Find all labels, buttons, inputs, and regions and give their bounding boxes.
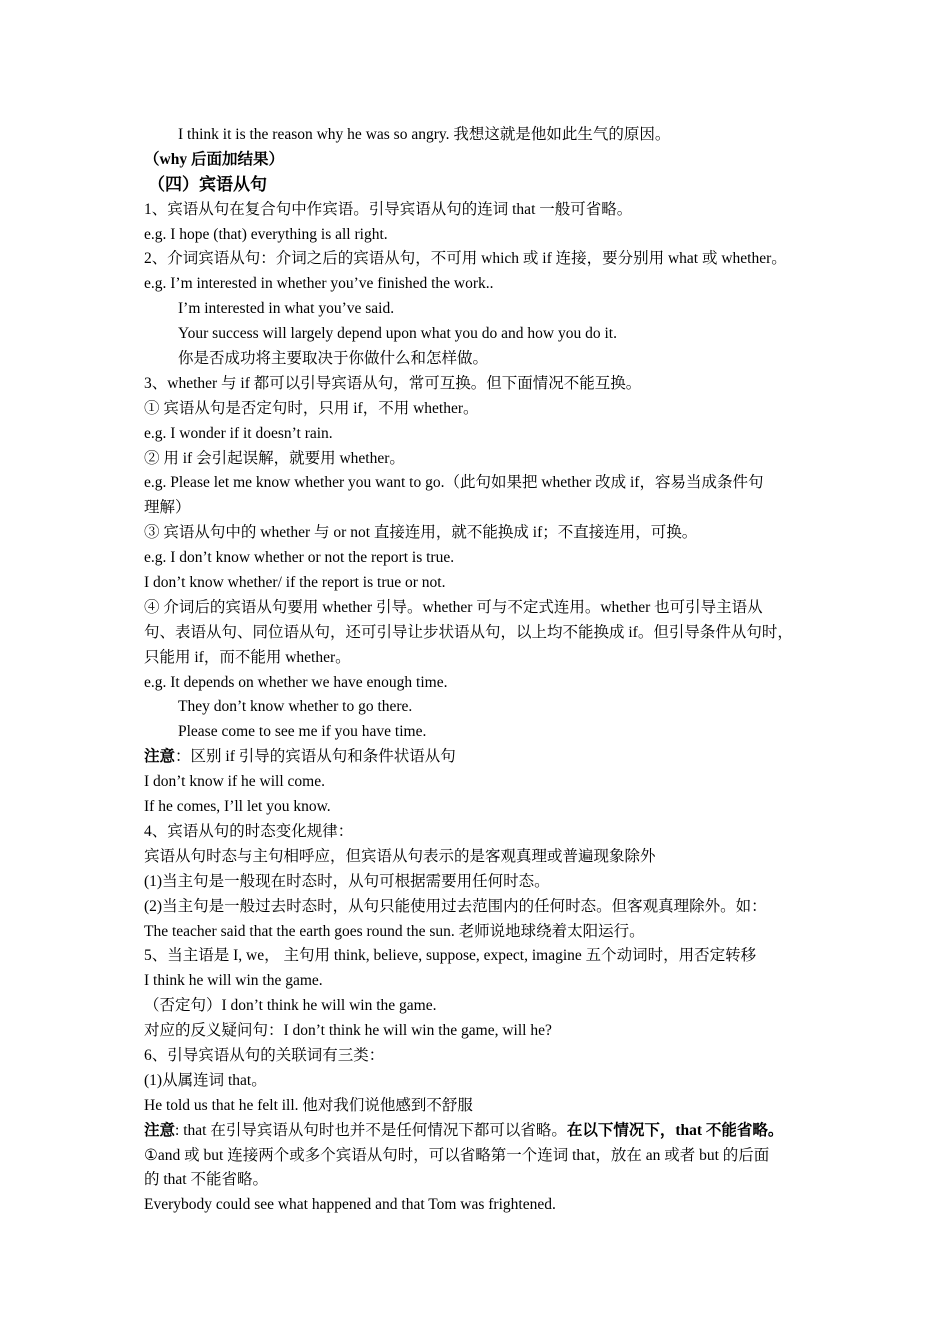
note-text: ：区别 if 引导的宾语从句和条件状语从句	[175, 748, 456, 766]
text-line: ① 宾语从句是否定句时，只用 if，不用 whether。	[144, 399, 479, 417]
section-note: （why 后面加结果）	[144, 150, 284, 168]
text-line: 5、当主语是 I, we， 主句用 think, believe, suppose, expect, imagine 五个动词时，用否定转移	[144, 947, 757, 965]
text-line: Your success will largely depend upon what you do and how you do it.	[178, 325, 617, 343]
note-line	[144, 745, 814, 770]
note-label: 注意	[144, 1121, 176, 1139]
section-heading: （四）宾语从句	[148, 174, 267, 195]
text-line: (1)当主句是一般现在时态时，从句可根据需要用任何时态。	[144, 872, 550, 890]
text-line: e.g. I’m interested in whether you’ve finished the work..	[144, 275, 494, 293]
text-line: Everybody could see what happened and that Tom was frightened.	[144, 1196, 556, 1214]
text-line: 宾语从句时态与主句相呼应，但宾语从句表示的是客观真理或普遍现象除外	[144, 847, 656, 865]
note-line	[144, 1119, 814, 1144]
text-line: ①and 或 but 连接两个或多个宾语从句时，可以省略第一个连词 that，放在 an 或者 but 的后面	[144, 1146, 770, 1164]
text-line: They don’t know whether to go there.	[178, 698, 413, 716]
text-line: Please come to see me if you have time.	[178, 723, 427, 741]
text-line: ④ 介词后的宾语从句要用 whether 引导。whether 可与不定式连用。whether 也可引导主语从	[144, 598, 763, 616]
text-line: 4、宾语从句的时态变化规律：	[144, 822, 354, 840]
note-emphasis: 在以下情况下，that 不能省略。	[566, 1121, 784, 1139]
note-label: 注意	[144, 748, 176, 766]
text-line: 的 that 不能省略。	[144, 1171, 268, 1189]
text-line: (2)当主句是一般过去时态时，从句只能使用过去范围内的任何时态。但客观真理除外。如：	[144, 897, 767, 915]
text-line: (1)从属连词 that。	[144, 1071, 267, 1089]
text-line: 6、引导宾语从句的关联词有三类：	[144, 1046, 385, 1064]
text-line: 3、whether 与 if 都可以引导宾语从句，常可互换。但下面情况不能互换。	[144, 374, 642, 392]
text-line: He told us that he felt ill. 他对我们说他感到不舒服	[144, 1096, 473, 1114]
text-line: I think he will win the game.	[144, 972, 323, 990]
text-line: （否定句）I don’t think he will win the game.	[144, 997, 437, 1015]
text-line: 只能用 if，而不能用 whether。	[144, 648, 351, 666]
text-line: If he comes, I’ll let you know.	[144, 798, 331, 816]
text-line: e.g. Please let me know whether you want to go.（此句如果把 whether 改成 if，容易当成条件句	[144, 474, 764, 492]
note-text: : that 在引导宾语从句时也并不是任何情况下都可以省略。	[175, 1121, 567, 1139]
text-line: e.g. I wonder if it doesn’t rain.	[144, 424, 333, 442]
text-line: 2、介词宾语从句：介词之后的宾语从句，不可用 which 或 if 连接，要分别用 what 或 whether。	[144, 250, 787, 268]
text-line: I think it is the reason why he was so angry. 我想这就是他如此生气的原因。	[178, 126, 671, 143]
text-line: ② 用 if 会引起误解，就要用 whether。	[144, 449, 405, 467]
text-line: e.g. I don’t know whether or not the report is true.	[144, 549, 455, 567]
document-page	[144, 123, 814, 1218]
text-line: ③ 宾语从句中的 whether 与 or not 直接连用，就不能换成 if；不直接连用，可换。	[144, 524, 698, 542]
text-line: 句、表语从句、同位语从句，还可引导让步状语从句，以上均不能换成 if。但引导条件从句时，	[144, 623, 793, 641]
text-line: I don’t know whether/ if the report is true or not.	[144, 574, 446, 592]
text-line: e.g. I hope (that) everything is all right.	[144, 225, 388, 243]
text-line: 理解）	[144, 499, 191, 517]
text-line: 对应的反义疑问句：I don’t think he will win the game, will he?	[144, 1022, 552, 1040]
text-line: I don’t know if he will come.	[144, 773, 325, 791]
text-line: The teacher said that the earth goes round the sun. 老师说地球绕着太阳运行。	[144, 922, 645, 940]
text-line: I’m interested in what you’ve said.	[178, 300, 395, 318]
text-line: e.g. It depends on whether we have enough time.	[144, 673, 448, 691]
text-line: 1、宾语从句在复合句中作宾语。引导宾语从句的连词 that 一般可省略。	[144, 200, 633, 218]
text-line: 你是否成功将主要取决于你做什么和怎样做。	[178, 350, 489, 368]
